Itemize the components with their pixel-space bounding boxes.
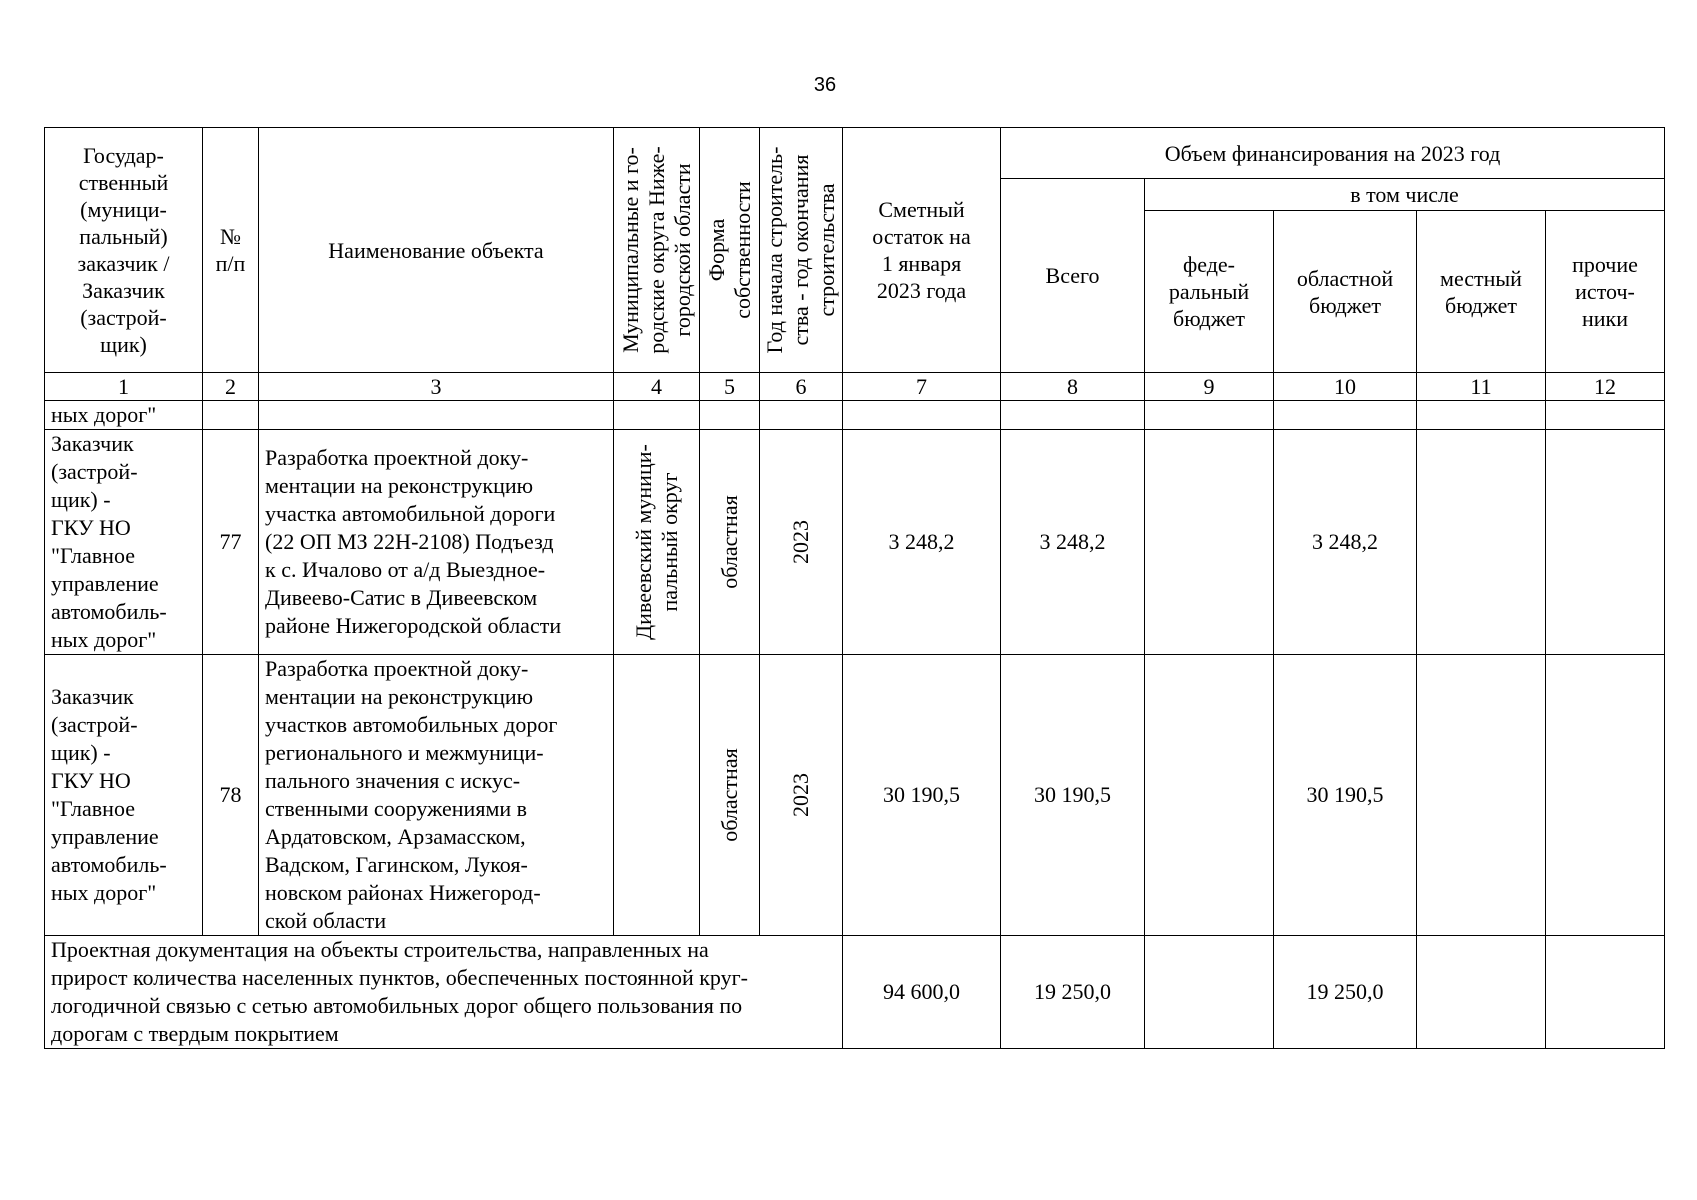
- text-line: феде-: [1182, 252, 1235, 277]
- text-line: пальный): [79, 224, 168, 249]
- row-total: 30 190,5: [1001, 655, 1145, 936]
- text-line: ГКУ НО: [51, 515, 131, 540]
- text-line: пальный округ: [656, 472, 682, 612]
- text-line: (застрой-: [51, 459, 138, 484]
- col-num: 4: [614, 373, 700, 401]
- text-line: пального значения с искус-: [265, 768, 521, 793]
- text-line: к с. Ичалово от а/д Выездное-: [265, 557, 546, 582]
- text-line: ральный: [1168, 279, 1250, 304]
- header-years: [760, 128, 843, 373]
- text-line: "Главное: [51, 543, 135, 568]
- text-line: участка автомобильной дороги: [265, 501, 556, 526]
- row-number: 77: [203, 430, 259, 655]
- text-line: (22 ОП МЗ 22Н-2108) Подъезд: [265, 529, 554, 554]
- text-line: ментации на реконструкцию: [265, 473, 534, 498]
- header-other: [1546, 211, 1665, 373]
- summary-estimated: 94 600,0: [843, 936, 1001, 1049]
- row-years: 2023: [760, 655, 843, 936]
- col-num: 5: [700, 373, 760, 401]
- text-line: п/п: [215, 251, 246, 276]
- header-local: [1417, 211, 1546, 373]
- text-line: Разработка проектной доку-: [265, 445, 529, 470]
- text-line: щик) -: [51, 740, 111, 765]
- row-other: [1546, 430, 1665, 655]
- text-line: Сметный: [878, 197, 965, 222]
- text-line: управление: [51, 824, 159, 849]
- row-object-name: [259, 655, 614, 936]
- header-regional: [1274, 211, 1417, 373]
- text-line: дорогам с твердым покрытием: [51, 1021, 339, 1046]
- header-estimated: [843, 128, 1001, 373]
- text-line: 1 января: [881, 251, 962, 276]
- row-years: 2023: [760, 430, 843, 655]
- text-line: регионального и межмуници-: [265, 740, 544, 765]
- header-municipal: [614, 128, 700, 373]
- text-line: Муниципальные и го-: [617, 147, 643, 353]
- row-ownership: областная: [700, 655, 760, 936]
- text-line: Заказчик: [51, 684, 134, 709]
- text-line: родские округа Ниже-: [643, 146, 669, 354]
- column-numbers-row: [45, 373, 1665, 401]
- text-line: Дивеево-Сатис в Дивеевском: [265, 585, 538, 610]
- row-regional: 3 248,2: [1274, 430, 1417, 655]
- text-line: Вадском, Гагинском, Лукоя-: [265, 852, 528, 877]
- row-number: 78: [203, 655, 259, 936]
- text-line: ственными сооружениями в: [265, 796, 528, 821]
- col-num: 11: [1417, 373, 1546, 401]
- text-line: Государ-: [83, 143, 164, 168]
- header-including: в том числе: [1145, 179, 1665, 211]
- header-number: [203, 128, 259, 373]
- text-line: остаток на: [872, 224, 971, 249]
- text-line: управление: [51, 571, 159, 596]
- row-federal: [1145, 655, 1274, 936]
- header-ownership: [700, 128, 760, 373]
- text-line: прирост количества населенных пунктов, обеспеченных постоянной круг-: [51, 965, 748, 990]
- continuation-text: ных дорог": [45, 401, 203, 430]
- summary-total: 19 250,0: [1001, 936, 1145, 1049]
- header-federal: [1145, 211, 1274, 373]
- text-line: Ардатовском, Арзамасском,: [265, 824, 526, 849]
- col-num: 2: [203, 373, 259, 401]
- text-line: щик) -: [51, 487, 111, 512]
- text-line: строительства: [814, 183, 839, 317]
- text-line: ники: [1582, 306, 1629, 331]
- text-line: ментации на реконструкцию: [265, 684, 534, 709]
- text-line: ных дорог": [51, 880, 157, 905]
- row-other: [1546, 655, 1665, 936]
- text-line: "Главное: [51, 796, 135, 821]
- text-line: №: [220, 224, 241, 249]
- text-line: новском районах Нижегород-: [265, 880, 541, 905]
- col-num: 12: [1546, 373, 1665, 401]
- row-object-name: [259, 430, 614, 655]
- row-total: 3 248,2: [1001, 430, 1145, 655]
- table-row: [45, 655, 1665, 936]
- text-line: логодичной связью с сетью автомобильных дорог общего пользования по: [51, 993, 743, 1018]
- text-line: бюджет: [1173, 306, 1245, 331]
- text-line: районе Нижегородской области: [265, 613, 562, 638]
- text-line: ГКУ НО: [51, 768, 131, 793]
- text-line: ственный: [78, 170, 169, 195]
- row-customer: [45, 655, 203, 936]
- text-line: Заказчик: [51, 431, 134, 456]
- text-line: (застрой-: [80, 305, 167, 330]
- text-line: городской области: [669, 163, 695, 337]
- text-line: бюджет: [1309, 292, 1381, 318]
- text-line: источ-: [1575, 279, 1635, 304]
- funding-table: [44, 127, 1665, 1049]
- summary-row: [45, 936, 1665, 1049]
- header-funding-title: Объем финансирования на 2023 год: [1001, 128, 1665, 179]
- text-line: собственности: [729, 181, 755, 319]
- row-local: [1417, 655, 1546, 936]
- table-row: [45, 430, 1665, 655]
- text-line: Заказчик: [82, 278, 165, 303]
- col-num: 10: [1274, 373, 1417, 401]
- text-line: щик): [100, 332, 147, 357]
- continuation-row: [45, 401, 1665, 430]
- text-line: ской области: [265, 908, 387, 933]
- text-line: (застрой-: [51, 712, 138, 737]
- summary-federal: [1145, 936, 1274, 1049]
- row-municipal: [614, 655, 700, 936]
- col-num: 1: [45, 373, 203, 401]
- text-line: Форма: [703, 218, 729, 282]
- summary-regional: 19 250,0: [1274, 936, 1417, 1049]
- row-municipal: [614, 430, 700, 655]
- row-ownership: областная: [700, 430, 760, 655]
- text-line: автомобиль-: [51, 852, 167, 877]
- text-line: 2023 года: [876, 278, 967, 303]
- col-num: 9: [1145, 373, 1274, 401]
- text-line: областной: [1296, 265, 1394, 291]
- text-line: бюджет: [1445, 292, 1517, 318]
- summary-other: [1546, 936, 1665, 1049]
- col-num: 7: [843, 373, 1001, 401]
- row-local: [1417, 430, 1546, 655]
- text-line: местный: [1440, 265, 1522, 291]
- text-line: (муници-: [80, 197, 167, 222]
- header-object-name: Наименование объекта: [259, 128, 614, 373]
- text-line: участков автомобильных дорог: [265, 712, 558, 737]
- text-line: Год начала строитель-: [762, 146, 787, 354]
- text-line: прочие: [1572, 252, 1638, 277]
- row-estimated: 3 248,2: [843, 430, 1001, 655]
- page-number: 36: [813, 74, 837, 96]
- text-line: ных дорог": [51, 627, 157, 652]
- col-num: 8: [1001, 373, 1145, 401]
- text-line: автомобиль-: [51, 599, 167, 624]
- row-regional: 30 190,5: [1274, 655, 1417, 936]
- col-num: 3: [259, 373, 614, 401]
- col-num: 6: [760, 373, 843, 401]
- text-line: Проектная документация на объекты строительства, направленных на: [51, 937, 709, 962]
- header-total: Всего: [1001, 179, 1145, 373]
- text-line: Разработка проектной доку-: [265, 656, 529, 681]
- row-estimated: 30 190,5: [843, 655, 1001, 936]
- summary-local: [1417, 936, 1546, 1049]
- text-line: ства - год окончания: [788, 154, 813, 346]
- summary-text: [45, 936, 843, 1049]
- header-customer: [45, 128, 203, 373]
- row-customer: [45, 430, 203, 655]
- row-federal: [1145, 430, 1274, 655]
- text-line: Дивеевский муници-: [630, 444, 656, 640]
- text-line: заказчик /: [77, 251, 170, 276]
